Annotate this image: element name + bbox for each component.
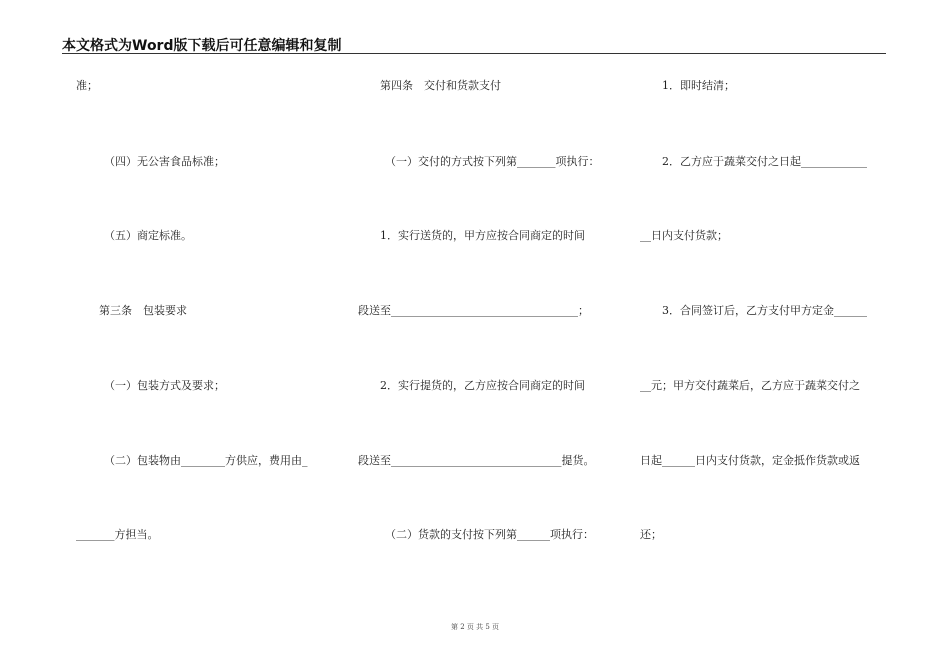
col3-line-2: 2．乙方应于蔬菜交付之日起____________ (662, 155, 867, 168)
col3-line-3: __日内支付货款； (640, 229, 728, 242)
header-divider (62, 53, 886, 54)
col2-line-5: 2．实行提货的，乙方应按合同商定的时间 (380, 379, 585, 392)
col3-line-5: __元；甲方交付蔬菜后，乙方应于蔬菜交付之 (640, 379, 860, 392)
col2-line-6: 段送至_______________________________提货。 (358, 454, 595, 467)
col2-line-3: 1．实行送货的，甲方应按合同商定的时间 (380, 229, 585, 242)
col1-line-5: （一）包装方式及要求； (104, 379, 225, 392)
col2-line-7: （二）货款的支付按下列第______项执行： (385, 528, 594, 541)
col1-line-1: 准； (76, 79, 98, 92)
col1-line-6: （二）包装物由________方供应，费用由_ (104, 454, 308, 467)
col1-line-2: （四）无公害食品标准； (104, 155, 225, 168)
page-number: 第 2 页 共 5 页 (450, 623, 500, 631)
col1-line-7: _______方担当。 (76, 528, 159, 541)
col3-line-1: 1．即时结清； (662, 79, 735, 92)
col2-line-4: 段送至__________________________________； (358, 304, 589, 317)
document-header-title: 本文格式为Word版下载后可任意编辑和复制 (62, 38, 342, 54)
col3-line-7: 还； (640, 528, 662, 541)
col1-line-3: （五）商定标准。 (104, 229, 192, 242)
col1-line-4: 第三条 包装要求 (99, 304, 187, 317)
col3-line-4: 3．合同签订后，乙方支付甲方定金______ (662, 304, 867, 317)
col2-line-1: 第四条 交付和货款支付 (380, 79, 501, 92)
col3-line-6: 日起______日内支付货款，定金抵作货款或返 (640, 454, 860, 467)
col2-line-2: （一）交付的方式按下列第_______项执行： (385, 155, 600, 168)
